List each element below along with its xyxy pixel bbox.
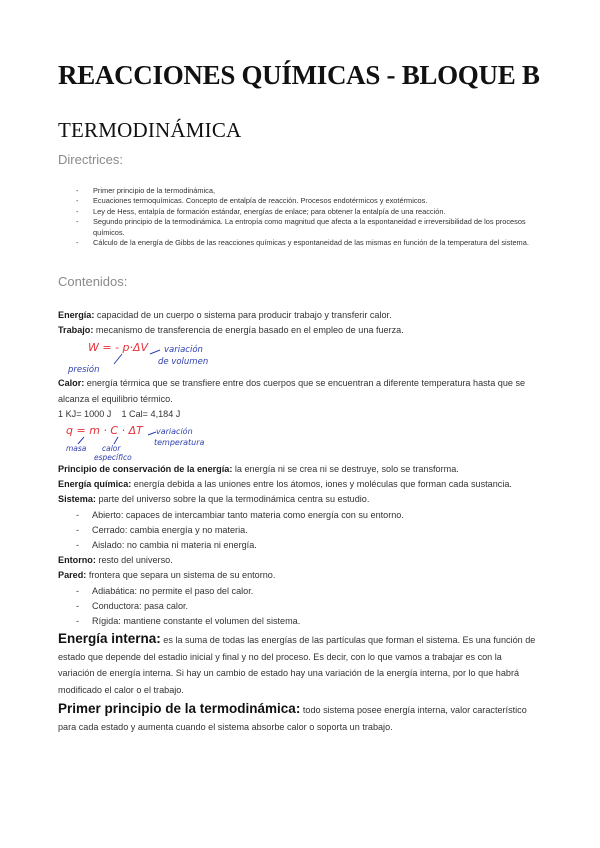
contenidos-label: Contenidos: (58, 274, 128, 289)
label-volumen: de volumen (158, 357, 209, 368)
list-item: - Cerrado: cambia energía y no materia. (58, 523, 538, 538)
list-item: - Ecuaciones termoquímicas. Concepto de entalpía de reacción. Procesos endotérmicos y exotérmicos. (76, 196, 536, 206)
directrices-list (76, 186, 536, 248)
list-item: - Adiabática: no permite el paso del calor. (58, 584, 538, 599)
heat-formula-sketch (64, 422, 284, 462)
def-energia: Energía: capacidad de un cuerpo o sistema para producir trabajo y transferir calor. (58, 310, 392, 320)
def-energia-interna: Energía interna: es la suma de todas las energías de las partículas que forman el sistema. Es una función de estado que depende del estadio inicial y final y no del proceso. Es decir, con lo que vamos a trabajar es con la variación de energía interna. Si hay un cambio de estado hay una variación de la energía interna, por lo que habrá modificado el calor o el trabajo. (58, 631, 536, 695)
pared-tipos-list (58, 584, 538, 630)
label-especifico: específico (94, 453, 132, 463)
sistema-tipos-list (58, 508, 538, 554)
equivalencias: 1 KJ= 1000 J 1 Cal= 4,184 J (58, 408, 181, 419)
label-variacion: variación (164, 345, 203, 356)
list-item: - Aislado: no cambia ni materia ni energía. (58, 538, 538, 553)
label-masa: masa (66, 444, 87, 454)
page-title: REACCIONES QUÍMICAS - BLOQUE B (58, 60, 540, 90)
label-variacion-t: variación (156, 427, 193, 437)
def-sistema: Sistema: parte del universo sobre la que la termodinámica centra su estudio. (58, 494, 370, 505)
label-presion: presión (68, 365, 100, 376)
def-entorno: Entorno: resto del universo. (58, 555, 173, 566)
def-pared: Pared: frontera que separa un sistema de su entorno. (58, 570, 276, 581)
heat-equation: q = m · C · ΔT (66, 424, 143, 438)
list-item: - Ley de Hess, entalpía de formación estándar, energías de enlace; para obtener la entalpía de una reacción. (76, 207, 536, 217)
handwritten-heat-formula (58, 422, 538, 462)
list-item: - Primer principio de la termodinámica, (76, 186, 536, 196)
label-calor: calor (102, 444, 121, 454)
work-formula-sketch (64, 338, 284, 376)
work-equation: W = - p·ΔV (88, 341, 149, 355)
def-primer-principio: Primer principio de la termodinámica: todo sistema posee energía interna, valor característico para cada estado y aumenta cuando el sistema absorbe calor o soporta un trabajo. (58, 701, 527, 732)
contenidos-body (58, 308, 538, 735)
handwritten-work-formula (58, 338, 538, 376)
def-conservacion: Principio de conservación de la energía: la energía ni se crea ni se destruye, solo se transforma. (58, 464, 459, 475)
section-heading: TERMODINÁMICA (58, 118, 242, 142)
label-temperatura: temperatura (154, 438, 205, 448)
list-item: - Segundo principio de la termodinámica. La entropía como magnitud que afecta a la espontaneidad e irreversibilidad de los procesos químicos. (76, 217, 536, 238)
list-item: - Rígida: mantiene constante el volumen del sistema. (58, 614, 538, 629)
def-calor: Calor: energía térmica que se transfiere entre dos cuerpos que se encuentran a diferente temperatura hasta que se alcanza el equilibrio térmico. (58, 378, 526, 404)
def-quimica: Energía química: energía debida a las uniones entre los átomos, iones y moléculas que forman cada sustancia. (58, 479, 512, 490)
list-item: - Cálculo de la energía de Gibbs de las reacciones químicas y espontaneidad de las mismas en función de la temperatura del sistema. (76, 238, 536, 248)
def-trabajo: Trabajo: mecanismo de transferencia de energía basado en el empleo de una fuerza. (58, 325, 404, 336)
list-item: - Abierto: capaces de intercambiar tanto materia como energía con su entorno. (58, 508, 538, 523)
list-item: - Conductora: pasa calor. (58, 599, 538, 614)
directrices-label: Directrices: (58, 152, 124, 167)
